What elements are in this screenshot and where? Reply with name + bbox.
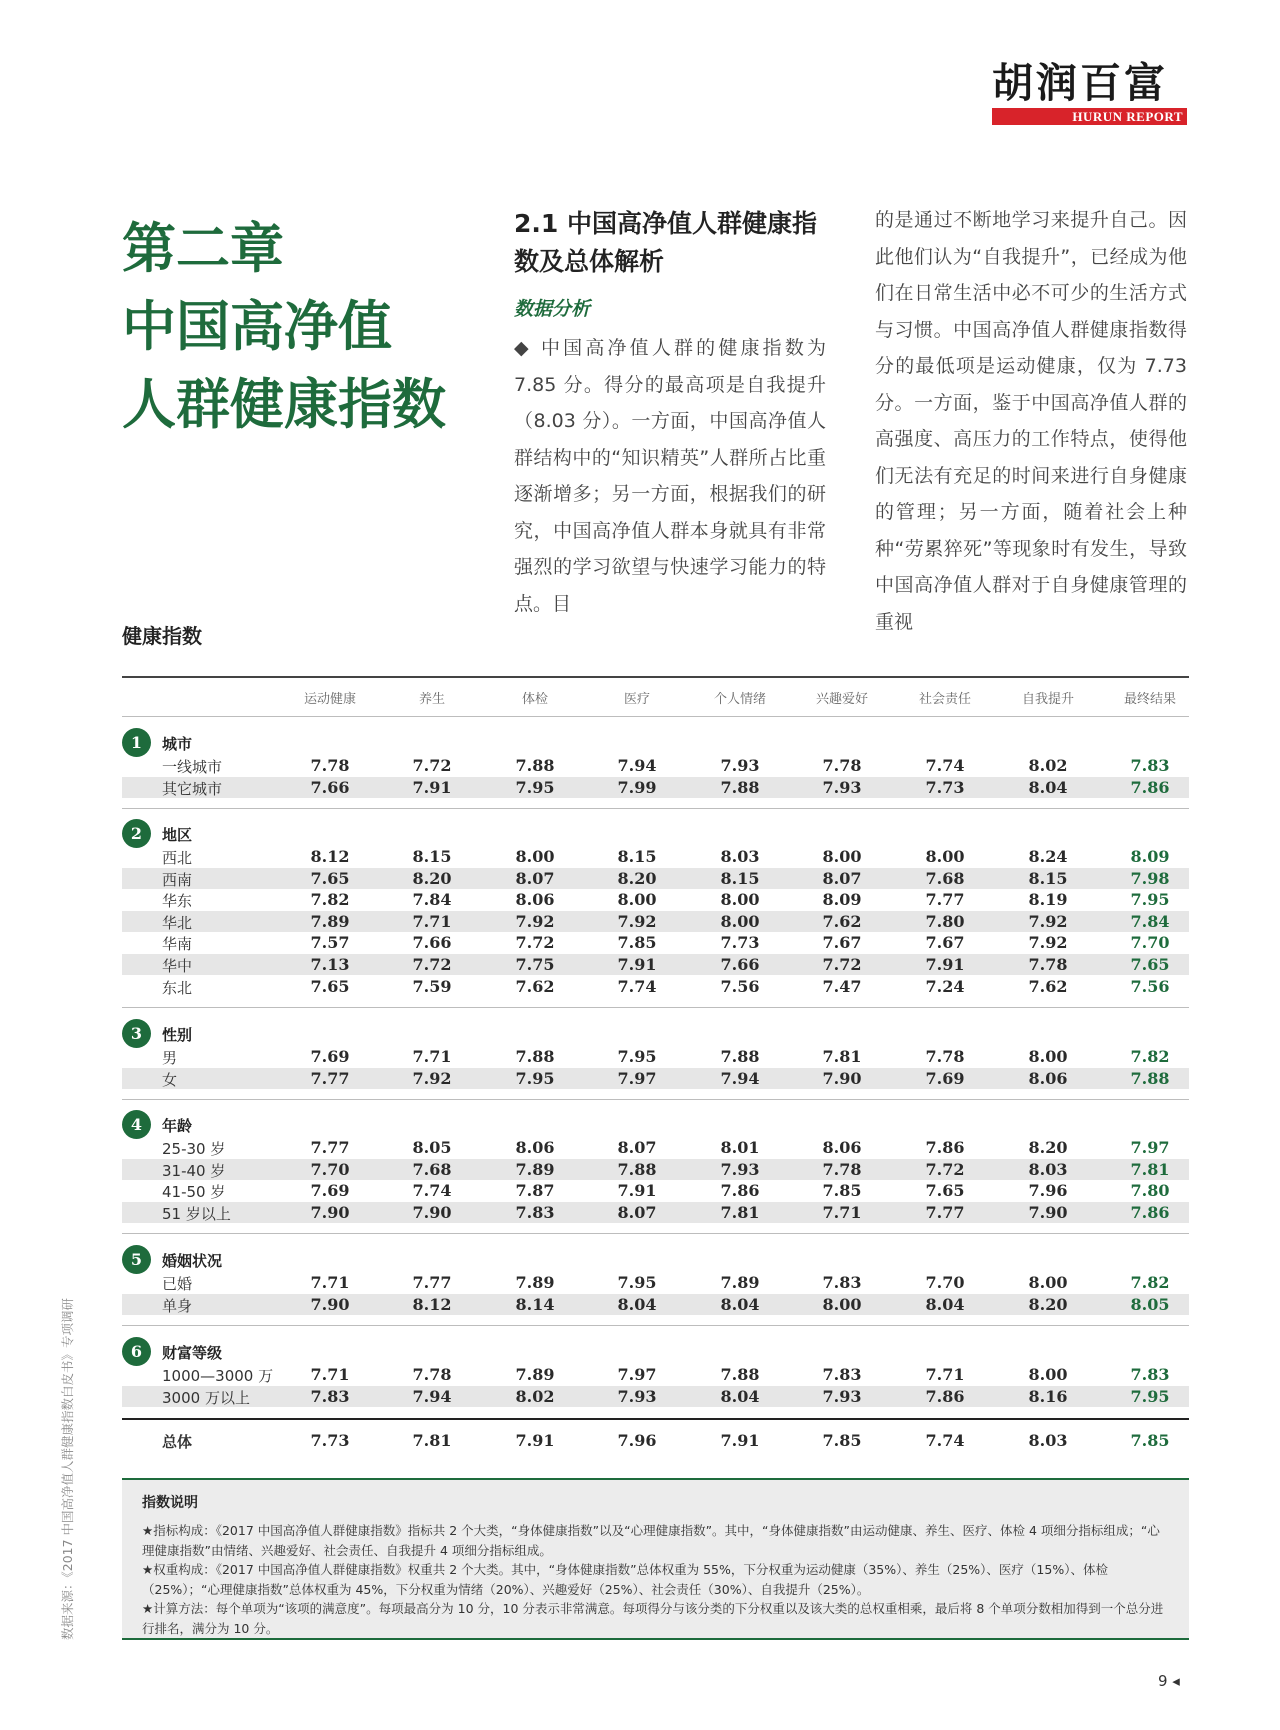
logo-en: HURUN REPORT [992, 108, 1187, 125]
score-cell: 7.81 [720, 1202, 760, 1222]
score-cell: 8.24 [1028, 847, 1068, 866]
score-cell: 7.77 [412, 1273, 452, 1292]
score-cell: 8.15 [1028, 868, 1068, 888]
final-score-cell: 7.65 [1130, 955, 1170, 974]
row-label: 女 [162, 1070, 178, 1089]
score-cell: 8.00 [1028, 1365, 1068, 1384]
score-cell: 7.86 [925, 1386, 965, 1406]
column-header: 养生 [418, 692, 445, 707]
score-cell: 7.78 [925, 1047, 965, 1066]
logo-cn: 胡润百富 [992, 59, 1168, 107]
row-label: 华南 [162, 935, 193, 954]
score-cell: 8.15 [720, 868, 760, 888]
score-cell: 7.67 [925, 933, 965, 953]
row-label: 东北 [162, 978, 193, 997]
total-label: 总体 [162, 1433, 193, 1451]
score-cell: 7.90 [822, 1068, 862, 1088]
body-column-1: ◆ 中国高净值人群的健康指数为 7.85 分。得分的最高项是自我提升（8.03 分）。一方面，中国高净值人群结构中的“知识精英”人群所占比重逐渐增多；另一方面，根据我们的研究，中国高净值人群本身就具有非常强烈的学习欲望与快速学习能力的特点。目 [514, 337, 826, 615]
score-cell: 7.73 [925, 777, 965, 797]
score-cell: 8.04 [1028, 777, 1068, 797]
group-number-badge: 6 [122, 1337, 151, 1366]
final-score-cell: 7.85 [1130, 1431, 1170, 1450]
score-cell: 7.91 [925, 955, 965, 974]
score-cell: 7.90 [1028, 1202, 1068, 1222]
group-number-badge: 4 [122, 1110, 151, 1139]
score-cell: 7.70 [310, 1159, 350, 1179]
score-cell: 7.99 [617, 777, 657, 797]
score-cell: 7.92 [412, 1068, 452, 1088]
row-label: 41-50 岁 [162, 1183, 226, 1202]
final-score-cell: 7.56 [1130, 976, 1170, 996]
final-score-cell: 7.95 [1130, 890, 1170, 910]
score-cell: 7.92 [1028, 911, 1068, 931]
row-label: 一线城市 [162, 758, 223, 776]
group-number-badge: 5 [122, 1245, 151, 1274]
row-label: 已婚 [162, 1275, 193, 1293]
score-cell: 8.00 [1028, 1047, 1068, 1066]
row-label: 3000 万以上 [162, 1388, 250, 1407]
score-cell: 7.78 [1028, 955, 1068, 974]
score-cell: 7.89 [310, 911, 350, 931]
row-label: 华中 [162, 957, 193, 975]
score-cell: 7.62 [822, 911, 862, 931]
score-cell: 7.77 [310, 1068, 350, 1088]
notes-title: 指数说明 [142, 1495, 198, 1511]
score-cell: 7.69 [310, 1181, 350, 1201]
score-cell: 7.62 [515, 976, 555, 996]
score-cell: 7.89 [515, 1273, 555, 1292]
score-cell: 7.92 [617, 911, 657, 931]
score-cell: 8.15 [617, 847, 657, 866]
final-score-cell: 7.86 [1130, 777, 1170, 797]
score-cell: 7.86 [925, 1138, 965, 1157]
score-cell: 7.66 [720, 955, 760, 974]
table-row [122, 1180, 1189, 1201]
score-cell: 7.74 [412, 1181, 452, 1201]
score-cell: 8.00 [720, 911, 760, 931]
score-cell: 7.91 [617, 955, 657, 974]
score-cell: 7.74 [925, 1431, 965, 1450]
table-row [122, 954, 1189, 975]
score-cell: 8.06 [515, 890, 555, 910]
score-cell: 7.69 [925, 1068, 965, 1088]
score-cell: 7.88 [515, 1047, 555, 1066]
score-cell: 7.66 [412, 933, 452, 953]
score-cell: 7.90 [412, 1202, 452, 1222]
score-cell: 8.00 [925, 847, 965, 866]
score-cell: 7.68 [412, 1159, 452, 1179]
row-label: 单身 [162, 1296, 193, 1315]
group-divider [122, 808, 1189, 809]
table-row [122, 1294, 1189, 1315]
score-cell: 7.13 [310, 955, 350, 974]
score-cell: 7.81 [412, 1431, 452, 1450]
score-cell: 7.94 [412, 1386, 452, 1406]
score-cell: 8.05 [412, 1138, 452, 1157]
row-label: 31-40 岁 [162, 1161, 226, 1180]
row-label: 51 岁以上 [162, 1204, 231, 1223]
header-divider [122, 716, 1189, 717]
score-cell: 7.95 [617, 1047, 657, 1066]
final-score-cell: 7.80 [1130, 1181, 1170, 1201]
score-cell: 8.06 [1028, 1068, 1068, 1088]
score-cell: 7.75 [515, 955, 555, 974]
score-cell: 7.87 [515, 1181, 555, 1201]
score-cell: 7.47 [822, 976, 862, 996]
table-title: 健康指数 [122, 624, 202, 648]
final-score-cell: 8.05 [1130, 1294, 1170, 1314]
score-cell: 7.65 [925, 1181, 965, 1201]
score-cell: 7.67 [822, 933, 862, 953]
score-cell: 8.06 [822, 1138, 862, 1157]
score-cell: 7.88 [515, 756, 555, 775]
index-notes-box [122, 1478, 1189, 1640]
score-cell: 7.91 [617, 1181, 657, 1201]
score-cell: 8.20 [412, 868, 452, 888]
score-cell: 7.88 [720, 777, 760, 797]
row-label: 其它城市 [162, 779, 223, 798]
score-cell: 7.77 [925, 890, 965, 910]
score-cell: 7.84 [412, 890, 452, 910]
score-cell: 7.56 [720, 976, 760, 996]
score-cell: 7.89 [720, 1273, 760, 1292]
score-cell: 7.70 [925, 1273, 965, 1292]
score-cell: 7.65 [310, 868, 350, 888]
score-cell: 7.86 [720, 1181, 760, 1201]
score-cell: 7.72 [822, 955, 862, 974]
score-cell: 8.06 [515, 1138, 555, 1157]
chapter-line-2: 中国高净值 [122, 295, 392, 358]
table-row [122, 1046, 1189, 1067]
score-cell: 7.65 [310, 976, 350, 996]
score-cell: 7.90 [310, 1294, 350, 1314]
final-score-cell: 7.82 [1130, 1047, 1170, 1066]
row-label: 西南 [162, 870, 193, 889]
score-cell: 7.71 [925, 1365, 965, 1384]
score-cell: 8.19 [1028, 890, 1068, 910]
score-cell: 7.77 [310, 1138, 350, 1157]
chapter-line-3: 人群健康指数 [122, 373, 446, 436]
score-cell: 8.20 [1028, 1138, 1068, 1157]
score-cell: 7.24 [925, 976, 965, 996]
group-divider [122, 1099, 1189, 1100]
score-cell: 7.78 [822, 756, 862, 775]
score-cell: 8.07 [515, 868, 555, 888]
column-header: 自我提升 [1021, 692, 1074, 707]
score-cell: 7.83 [515, 1202, 555, 1222]
score-cell: 8.16 [1028, 1386, 1068, 1406]
final-score-cell: 7.88 [1130, 1068, 1170, 1088]
final-score-cell: 7.98 [1130, 868, 1170, 888]
score-cell: 7.68 [925, 868, 965, 888]
table-top-rule [122, 676, 1189, 678]
score-cell: 7.91 [720, 1431, 760, 1450]
score-cell: 7.78 [822, 1159, 862, 1179]
final-score-cell: 7.95 [1130, 1386, 1170, 1406]
score-cell: 8.03 [720, 847, 760, 866]
score-cell: 7.71 [412, 911, 452, 931]
score-cell: 7.78 [412, 1365, 452, 1384]
chapter-line-1: 第二章 [122, 217, 284, 280]
score-cell: 8.00 [1028, 1273, 1068, 1292]
score-cell: 7.73 [720, 933, 760, 953]
row-label: 华北 [162, 913, 193, 932]
column-header: 社会责任 [918, 692, 971, 707]
page-number: 9 ◂ [1158, 1672, 1180, 1690]
score-cell: 8.02 [1028, 756, 1068, 775]
score-cell: 7.91 [412, 777, 452, 797]
row-label: 华东 [162, 892, 193, 911]
score-cell: 8.00 [720, 890, 760, 910]
score-cell: 8.07 [617, 1202, 657, 1222]
score-cell: 8.03 [1028, 1159, 1068, 1179]
score-cell: 8.01 [720, 1138, 760, 1157]
score-cell: 7.72 [925, 1159, 965, 1179]
row-label: 1000—3000 万 [162, 1367, 274, 1385]
score-cell: 8.04 [617, 1294, 657, 1314]
score-cell: 7.71 [310, 1365, 350, 1384]
group-divider [122, 1233, 1189, 1234]
table-row [122, 976, 1189, 997]
score-cell: 7.82 [310, 890, 350, 910]
score-cell: 7.95 [617, 1273, 657, 1292]
score-cell: 7.62 [1028, 976, 1068, 996]
group-label: 年龄 [162, 1117, 193, 1135]
score-cell: 7.96 [617, 1431, 657, 1450]
table-row [122, 1137, 1189, 1158]
score-cell: 7.95 [515, 1068, 555, 1088]
hurun-logo [992, 60, 1187, 125]
score-cell: 7.85 [822, 1431, 862, 1450]
score-cell: 8.04 [720, 1386, 760, 1406]
column-header: 体检 [521, 692, 548, 707]
total-divider [122, 1418, 1189, 1420]
table-row [122, 1386, 1189, 1407]
score-cell: 8.00 [822, 1294, 862, 1314]
score-cell: 7.83 [310, 1386, 350, 1406]
notes-composition: ★指标构成：《2017 中国高净值人群健康指数》指标共 2 个大类，“身体健康指数”以及“心理健康指数”。其中，“身体健康指数”由运动健康、养生、医疗、体检 4 项细分指标组成；“心理健康指数”由情绪、兴趣爱好、社会责任、自我提升 4 项细分指标组成。 [142, 1523, 1160, 1558]
row-label: 西北 [162, 849, 193, 867]
column-header: 最终结果 [1123, 692, 1176, 707]
score-cell: 7.74 [617, 976, 657, 996]
table-row [122, 1159, 1189, 1180]
group-label: 婚姻状况 [162, 1252, 223, 1270]
score-cell: 7.59 [412, 976, 452, 996]
group-label: 地区 [162, 826, 193, 844]
score-cell: 8.00 [822, 847, 862, 866]
score-cell: 7.73 [310, 1431, 350, 1450]
score-cell: 7.85 [617, 933, 657, 953]
score-cell: 7.94 [617, 756, 657, 775]
score-cell: 7.91 [515, 1431, 555, 1450]
final-score-cell: 7.83 [1130, 756, 1170, 775]
score-cell: 7.85 [822, 1181, 862, 1201]
score-cell: 7.89 [515, 1159, 555, 1179]
table-row [122, 777, 1189, 798]
final-score-cell: 7.70 [1130, 933, 1170, 953]
score-cell: 7.74 [925, 756, 965, 775]
section-subtitle: 数据分析 [514, 298, 591, 320]
score-cell: 7.83 [822, 1273, 862, 1292]
score-cell: 7.93 [720, 1159, 760, 1179]
score-cell: 7.66 [310, 777, 350, 797]
column-header: 医疗 [623, 692, 650, 707]
score-cell: 8.04 [925, 1294, 965, 1314]
score-cell: 7.77 [925, 1202, 965, 1222]
score-cell: 7.92 [515, 911, 555, 931]
score-cell: 7.78 [310, 756, 350, 775]
notes-weights: ★权重构成：《2017 中国高净值人群健康指数》权重共 2 个大类。其中，“身体健康指数”总体权重为 55%，下分权重为运动健康（35%）、养生（25%）、医疗（15%）、体检（25%）；“心理健康指数”总体权重为 45%，下分权重为情绪（20%）、兴趣爱好（25%）、社会责任（30%）、自我提升（25%）。 [142, 1562, 1108, 1597]
table-row [122, 1364, 1189, 1385]
table-row [122, 846, 1189, 867]
score-cell: 8.00 [515, 847, 555, 866]
group-divider [122, 1007, 1189, 1008]
score-cell: 7.80 [925, 911, 965, 931]
score-cell: 7.71 [412, 1047, 452, 1066]
score-cell: 7.57 [310, 933, 350, 953]
score-cell: 7.93 [822, 777, 862, 797]
table-row [122, 911, 1189, 932]
score-cell: 7.90 [310, 1202, 350, 1222]
score-cell: 7.71 [822, 1202, 862, 1222]
score-cell: 7.72 [515, 933, 555, 953]
score-cell: 7.92 [1028, 933, 1068, 953]
score-cell: 8.00 [617, 890, 657, 910]
score-cell: 7.95 [515, 777, 555, 797]
score-cell: 8.09 [822, 890, 862, 910]
score-cell: 8.04 [720, 1294, 760, 1314]
score-cell: 7.81 [822, 1047, 862, 1066]
score-cell: 7.96 [1028, 1181, 1068, 1201]
group-number-badge: 1 [122, 728, 151, 757]
table-row [122, 1202, 1189, 1223]
table-row [122, 1068, 1189, 1089]
final-score-cell: 8.09 [1130, 847, 1170, 866]
data-source: 数据来源：《2017 中国高净值人群健康指数白皮书》专项调研 [60, 1297, 75, 1640]
score-cell: 7.71 [310, 1273, 350, 1292]
table-row [122, 889, 1189, 910]
score-cell: 7.72 [412, 756, 452, 775]
score-cell: 7.94 [720, 1068, 760, 1088]
score-cell: 7.93 [720, 756, 760, 775]
score-cell: 8.15 [412, 847, 452, 866]
score-cell: 7.93 [822, 1386, 862, 1406]
score-cell: 7.89 [515, 1365, 555, 1384]
row-label: 25-30 岁 [162, 1140, 226, 1158]
score-cell: 8.03 [1028, 1431, 1068, 1450]
column-header: 兴趣爱好 [815, 692, 868, 707]
section-title: 2.1 中国高净值人群健康指数及总体解析 [514, 209, 817, 276]
final-score-cell: 7.86 [1130, 1202, 1170, 1222]
group-divider [122, 1325, 1189, 1326]
score-cell: 8.02 [515, 1386, 555, 1406]
total-row [122, 1430, 1189, 1451]
score-cell: 8.07 [617, 1138, 657, 1157]
group-number-badge: 3 [122, 1019, 151, 1048]
score-cell: 8.07 [822, 868, 862, 888]
chapter-title [122, 210, 446, 444]
table-row [122, 755, 1189, 776]
group-label: 性别 [162, 1026, 193, 1044]
table-row [122, 932, 1189, 953]
table-row [122, 868, 1189, 889]
group-number-badge: 2 [122, 819, 151, 848]
score-cell: 7.88 [617, 1159, 657, 1179]
final-score-cell: 7.84 [1130, 911, 1170, 931]
final-score-cell: 7.97 [1130, 1138, 1170, 1157]
final-score-cell: 7.81 [1130, 1159, 1170, 1179]
score-cell: 7.72 [412, 955, 452, 974]
notes-method: ★计算方法：每个单项为“该项的满意度”。每项最高分为 10 分，10 分表示非常满意。每项得分与该分类的下分权重以及该大类的总权重相乘，最后将 8 个单项分数相加得到一个总分进行排名，满分为 10 分。 [142, 1601, 1164, 1636]
score-cell: 8.20 [1028, 1294, 1068, 1314]
score-cell: 7.93 [617, 1386, 657, 1406]
score-cell: 7.83 [822, 1365, 862, 1384]
score-cell: 7.88 [720, 1365, 760, 1384]
final-score-cell: 7.83 [1130, 1365, 1170, 1384]
score-cell: 8.20 [617, 868, 657, 888]
score-cell: 8.12 [310, 847, 350, 866]
score-cell: 8.14 [515, 1294, 555, 1314]
score-cell: 7.88 [720, 1047, 760, 1066]
table-row [122, 1272, 1189, 1293]
group-label: 财富等级 [162, 1344, 223, 1362]
score-cell: 7.69 [310, 1047, 350, 1066]
column-header: 运动健康 [303, 692, 356, 707]
group-label: 城市 [162, 735, 193, 753]
body-column-2: 的是通过不断地学习来提升自己。因此他们认为“自我提升”，已经成为他们在日常生活中必不可少的生活方式与习惯。中国高净值人群健康指数得分的最低项是运动健康，仅为 7.73 分。一方面，鉴于中国高净值人群的高强度、高压力的工作特点，使得他们无法有充足的时间来进行自身健康的管理；另一方面，随着社会上种种“劳累猝死”等现象时有发生，导致中国高净值人群对于自身健康管理的重视 [875, 209, 1187, 633]
column-header: 个人情绪 [713, 692, 766, 707]
score-cell: 7.97 [617, 1365, 657, 1384]
score-cell: 7.97 [617, 1068, 657, 1088]
score-cell: 8.12 [412, 1294, 452, 1314]
final-score-cell: 7.82 [1130, 1273, 1170, 1292]
row-label: 男 [162, 1049, 178, 1067]
